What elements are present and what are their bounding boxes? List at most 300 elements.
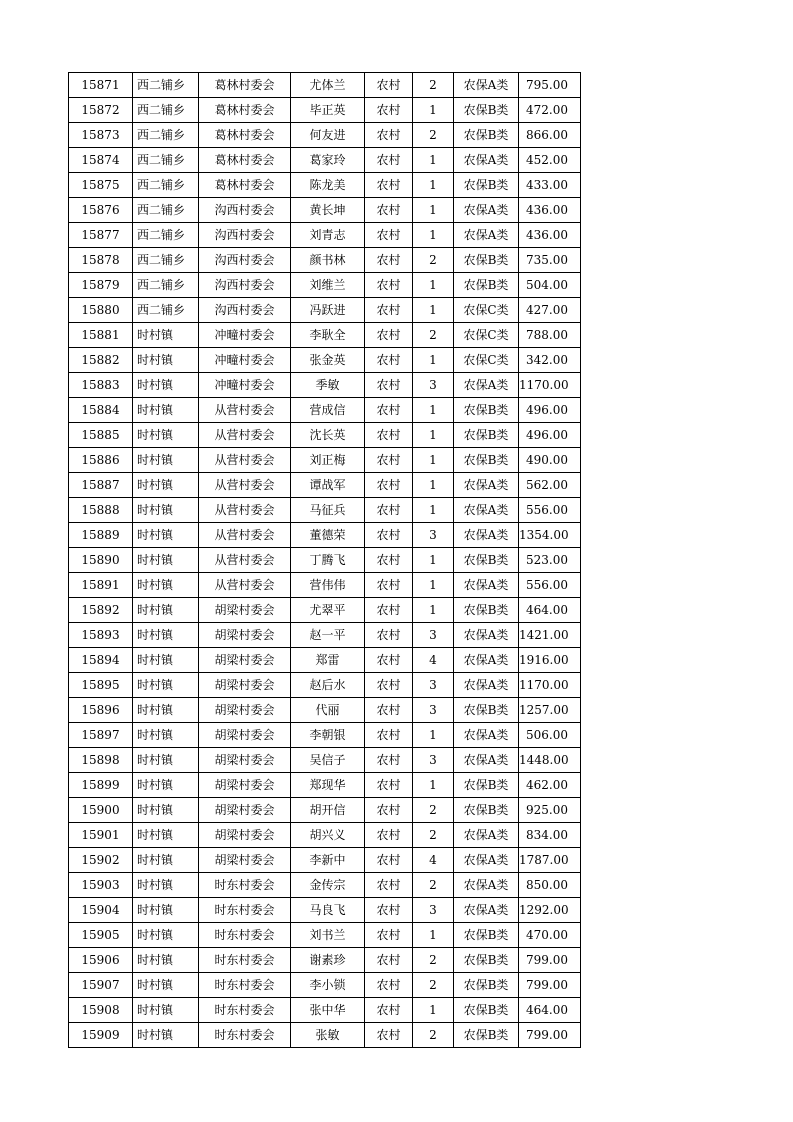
cell-town: 时村镇 (133, 598, 199, 623)
cell-type: 农村 (365, 848, 413, 873)
table-row (69, 923, 581, 948)
cell-amount: 464.00 (519, 998, 581, 1023)
cell-amount: 464.00 (519, 598, 581, 623)
cell-category: 农保A类 (454, 898, 519, 923)
cell-category: 农保A类 (454, 73, 519, 98)
cell-town: 时村镇 (133, 823, 199, 848)
table-row (69, 498, 581, 523)
cell-name: 谢素珍 (291, 948, 365, 973)
cell-amount: 1916.00 (519, 648, 581, 673)
cell-category: 农保B类 (454, 123, 519, 148)
cell-type: 农村 (365, 148, 413, 173)
cell-type: 农村 (365, 173, 413, 198)
cell-village: 从营村委会 (199, 523, 291, 548)
cell-name: 李耿全 (291, 323, 365, 348)
cell-amount: 735.00 (519, 248, 581, 273)
cell-count: 1 (413, 723, 454, 748)
cell-type: 农村 (365, 748, 413, 773)
table-row (69, 448, 581, 473)
cell-amount: 1448.00 (519, 748, 581, 773)
cell-id: 15891 (69, 573, 133, 598)
cell-village: 沟西村委会 (199, 198, 291, 223)
cell-id: 15878 (69, 248, 133, 273)
cell-town: 时村镇 (133, 998, 199, 1023)
cell-count: 2 (413, 248, 454, 273)
cell-id: 15893 (69, 623, 133, 648)
table-row (69, 623, 581, 648)
cell-town: 时村镇 (133, 548, 199, 573)
table-row (69, 773, 581, 798)
cell-type: 农村 (365, 948, 413, 973)
cell-amount: 523.00 (519, 548, 581, 573)
cell-name: 郑雷 (291, 648, 365, 673)
cell-town: 西二铺乡 (133, 98, 199, 123)
cell-category: 农保B类 (454, 98, 519, 123)
cell-name: 陈龙美 (291, 173, 365, 198)
cell-id: 15876 (69, 198, 133, 223)
cell-type: 农村 (365, 498, 413, 523)
table-row (69, 673, 581, 698)
cell-village: 胡梁村委会 (199, 623, 291, 648)
cell-category: 农保C类 (454, 298, 519, 323)
cell-id: 15905 (69, 923, 133, 948)
cell-village: 沟西村委会 (199, 248, 291, 273)
table-row (69, 798, 581, 823)
cell-type: 农村 (365, 923, 413, 948)
cell-category: 农保B类 (454, 798, 519, 823)
cell-name: 胡开信 (291, 798, 365, 823)
cell-name: 何友进 (291, 123, 365, 148)
table-row (69, 373, 581, 398)
cell-id: 15873 (69, 123, 133, 148)
cell-id: 15875 (69, 173, 133, 198)
cell-id: 15906 (69, 948, 133, 973)
cell-village: 胡梁村委会 (199, 648, 291, 673)
cell-town: 时村镇 (133, 948, 199, 973)
cell-name: 张敏 (291, 1023, 365, 1048)
cell-type: 农村 (365, 223, 413, 248)
cell-count: 1 (413, 598, 454, 623)
cell-village: 从营村委会 (199, 448, 291, 473)
cell-amount: 850.00 (519, 873, 581, 898)
cell-amount: 462.00 (519, 773, 581, 798)
cell-name: 李小锁 (291, 973, 365, 998)
cell-village: 葛林村委会 (199, 173, 291, 198)
table-row (69, 398, 581, 423)
table-row (69, 298, 581, 323)
cell-town: 时村镇 (133, 348, 199, 373)
table-row (69, 948, 581, 973)
cell-category: 农保B类 (454, 598, 519, 623)
cell-village: 沟西村委会 (199, 223, 291, 248)
cell-type: 农村 (365, 348, 413, 373)
cell-count: 3 (413, 898, 454, 923)
cell-id: 15872 (69, 98, 133, 123)
cell-type: 农村 (365, 473, 413, 498)
cell-category: 农保B类 (454, 973, 519, 998)
cell-town: 西二铺乡 (133, 198, 199, 223)
cell-name: 刘维兰 (291, 273, 365, 298)
cell-category: 农保A类 (454, 223, 519, 248)
cell-town: 时村镇 (133, 773, 199, 798)
cell-count: 1 (413, 423, 454, 448)
cell-amount: 433.00 (519, 173, 581, 198)
cell-town: 时村镇 (133, 423, 199, 448)
cell-amount: 799.00 (519, 973, 581, 998)
cell-name: 尤体兰 (291, 73, 365, 98)
cell-name: 李朝银 (291, 723, 365, 748)
cell-name: 代丽 (291, 698, 365, 723)
cell-category: 农保A类 (454, 373, 519, 398)
cell-count: 1 (413, 273, 454, 298)
cell-village: 胡梁村委会 (199, 848, 291, 873)
cell-village: 葛林村委会 (199, 123, 291, 148)
cell-type: 农村 (365, 598, 413, 623)
cell-amount: 504.00 (519, 273, 581, 298)
cell-village: 从营村委会 (199, 573, 291, 598)
roster-table (68, 72, 581, 1048)
cell-count: 1 (413, 573, 454, 598)
cell-name: 季敏 (291, 373, 365, 398)
cell-category: 农保A类 (454, 648, 519, 673)
cell-village: 胡梁村委会 (199, 823, 291, 848)
cell-category: 农保A类 (454, 573, 519, 598)
cell-count: 1 (413, 348, 454, 373)
cell-name: 毕正英 (291, 98, 365, 123)
cell-name: 沈长英 (291, 423, 365, 448)
cell-village: 从营村委会 (199, 548, 291, 573)
table-row (69, 698, 581, 723)
cell-id: 15899 (69, 773, 133, 798)
cell-type: 农村 (365, 723, 413, 748)
cell-name: 谭战军 (291, 473, 365, 498)
cell-id: 15886 (69, 448, 133, 473)
cell-amount: 556.00 (519, 498, 581, 523)
cell-amount: 834.00 (519, 823, 581, 848)
cell-type: 农村 (365, 98, 413, 123)
cell-count: 4 (413, 648, 454, 673)
cell-count: 4 (413, 848, 454, 873)
cell-amount: 506.00 (519, 723, 581, 748)
cell-type: 农村 (365, 573, 413, 598)
cell-category: 农保B类 (454, 923, 519, 948)
cell-town: 时村镇 (133, 448, 199, 473)
table-row (69, 148, 581, 173)
cell-amount: 556.00 (519, 573, 581, 598)
cell-count: 2 (413, 798, 454, 823)
cell-name: 董德荣 (291, 523, 365, 548)
cell-name: 马征兵 (291, 498, 365, 523)
table-row (69, 598, 581, 623)
cell-name: 葛家玲 (291, 148, 365, 173)
cell-town: 时村镇 (133, 398, 199, 423)
cell-name: 营成信 (291, 398, 365, 423)
cell-name: 张中华 (291, 998, 365, 1023)
cell-name: 金传宗 (291, 873, 365, 898)
cell-amount: 799.00 (519, 1023, 581, 1048)
cell-category: 农保B类 (454, 398, 519, 423)
table-row (69, 748, 581, 773)
cell-village: 胡梁村委会 (199, 698, 291, 723)
cell-village: 时东村委会 (199, 948, 291, 973)
table-row (69, 248, 581, 273)
cell-town: 西二铺乡 (133, 173, 199, 198)
cell-village: 胡梁村委会 (199, 748, 291, 773)
cell-category: 农保A类 (454, 498, 519, 523)
cell-town: 时村镇 (133, 723, 199, 748)
cell-town: 西二铺乡 (133, 123, 199, 148)
table-row (69, 998, 581, 1023)
table-row (69, 423, 581, 448)
cell-count: 1 (413, 923, 454, 948)
table-row (69, 323, 581, 348)
cell-count: 1 (413, 298, 454, 323)
cell-town: 时村镇 (133, 698, 199, 723)
cell-id: 15894 (69, 648, 133, 673)
cell-amount: 799.00 (519, 948, 581, 973)
cell-village: 葛林村委会 (199, 73, 291, 98)
cell-amount: 427.00 (519, 298, 581, 323)
table-row (69, 573, 581, 598)
cell-name: 吴信子 (291, 748, 365, 773)
cell-id: 15885 (69, 423, 133, 448)
cell-id: 15879 (69, 273, 133, 298)
cell-type: 农村 (365, 698, 413, 723)
cell-amount: 1421.00 (519, 623, 581, 648)
cell-category: 农保B类 (454, 248, 519, 273)
cell-amount: 1354.00 (519, 523, 581, 548)
cell-name: 颜书林 (291, 248, 365, 273)
cell-category: 农保B类 (454, 948, 519, 973)
cell-town: 西二铺乡 (133, 73, 199, 98)
cell-village: 沟西村委会 (199, 298, 291, 323)
cell-village: 从营村委会 (199, 423, 291, 448)
cell-town: 时村镇 (133, 648, 199, 673)
cell-id: 15895 (69, 673, 133, 698)
table-row (69, 848, 581, 873)
cell-village: 胡梁村委会 (199, 773, 291, 798)
cell-id: 15882 (69, 348, 133, 373)
cell-amount: 1170.00 (519, 373, 581, 398)
cell-type: 农村 (365, 298, 413, 323)
cell-category: 农保A类 (454, 673, 519, 698)
cell-village: 时东村委会 (199, 873, 291, 898)
cell-name: 营伟伟 (291, 573, 365, 598)
cell-count: 2 (413, 1023, 454, 1048)
cell-type: 农村 (365, 373, 413, 398)
cell-amount: 436.00 (519, 198, 581, 223)
cell-id: 15896 (69, 698, 133, 723)
cell-count: 3 (413, 673, 454, 698)
table-row (69, 198, 581, 223)
table-row (69, 723, 581, 748)
cell-village: 冲疃村委会 (199, 323, 291, 348)
cell-amount: 866.00 (519, 123, 581, 148)
cell-village: 冲疃村委会 (199, 373, 291, 398)
cell-amount: 1787.00 (519, 848, 581, 873)
table-row (69, 823, 581, 848)
table-row (69, 1023, 581, 1048)
cell-category: 农保A类 (454, 748, 519, 773)
cell-id: 15877 (69, 223, 133, 248)
cell-amount: 1292.00 (519, 898, 581, 923)
cell-count: 1 (413, 998, 454, 1023)
cell-count: 1 (413, 148, 454, 173)
cell-name: 刘书兰 (291, 923, 365, 948)
cell-type: 农村 (365, 273, 413, 298)
cell-town: 西二铺乡 (133, 298, 199, 323)
table-row (69, 98, 581, 123)
cell-amount: 436.00 (519, 223, 581, 248)
cell-amount: 342.00 (519, 348, 581, 373)
cell-type: 农村 (365, 648, 413, 673)
cell-town: 时村镇 (133, 523, 199, 548)
cell-count: 2 (413, 73, 454, 98)
cell-type: 农村 (365, 123, 413, 148)
cell-village: 冲疃村委会 (199, 348, 291, 373)
cell-category: 农保C类 (454, 323, 519, 348)
cell-count: 2 (413, 123, 454, 148)
cell-category: 农保A类 (454, 823, 519, 848)
cell-count: 1 (413, 398, 454, 423)
cell-town: 时村镇 (133, 898, 199, 923)
cell-id: 15902 (69, 848, 133, 873)
cell-category: 农保B类 (454, 448, 519, 473)
cell-category: 农保B类 (454, 1023, 519, 1048)
cell-type: 农村 (365, 323, 413, 348)
cell-town: 时村镇 (133, 798, 199, 823)
cell-id: 15889 (69, 523, 133, 548)
cell-count: 2 (413, 873, 454, 898)
cell-amount: 925.00 (519, 798, 581, 823)
cell-type: 农村 (365, 248, 413, 273)
cell-town: 时村镇 (133, 923, 199, 948)
cell-type: 农村 (365, 398, 413, 423)
cell-category: 农保A类 (454, 873, 519, 898)
cell-category: 农保C类 (454, 348, 519, 373)
cell-town: 时村镇 (133, 623, 199, 648)
cell-village: 时东村委会 (199, 973, 291, 998)
cell-amount: 496.00 (519, 423, 581, 448)
cell-name: 冯跃进 (291, 298, 365, 323)
cell-count: 3 (413, 623, 454, 648)
cell-type: 农村 (365, 773, 413, 798)
cell-category: 农保B类 (454, 173, 519, 198)
cell-type: 农村 (365, 873, 413, 898)
cell-id: 15881 (69, 323, 133, 348)
cell-type: 农村 (365, 798, 413, 823)
table-row (69, 73, 581, 98)
cell-category: 农保A类 (454, 473, 519, 498)
cell-village: 胡梁村委会 (199, 598, 291, 623)
table-row (69, 873, 581, 898)
cell-name: 刘青志 (291, 223, 365, 248)
cell-type: 农村 (365, 73, 413, 98)
cell-name: 丁腾飞 (291, 548, 365, 573)
cell-village: 时东村委会 (199, 998, 291, 1023)
cell-id: 15892 (69, 598, 133, 623)
cell-amount: 795.00 (519, 73, 581, 98)
table-row (69, 973, 581, 998)
cell-id: 15887 (69, 473, 133, 498)
cell-type: 农村 (365, 198, 413, 223)
cell-category: 农保A类 (454, 198, 519, 223)
cell-town: 时村镇 (133, 973, 199, 998)
cell-type: 农村 (365, 423, 413, 448)
cell-id: 15884 (69, 398, 133, 423)
table-row (69, 123, 581, 148)
cell-village: 从营村委会 (199, 398, 291, 423)
cell-name: 赵后水 (291, 673, 365, 698)
cell-town: 时村镇 (133, 673, 199, 698)
cell-id: 15900 (69, 798, 133, 823)
cell-category: 农保B类 (454, 423, 519, 448)
cell-town: 时村镇 (133, 473, 199, 498)
cell-name: 马良飞 (291, 898, 365, 923)
cell-count: 3 (413, 523, 454, 548)
cell-village: 胡梁村委会 (199, 798, 291, 823)
cell-type: 农村 (365, 998, 413, 1023)
cell-count: 1 (413, 448, 454, 473)
cell-village: 时东村委会 (199, 898, 291, 923)
cell-id: 15901 (69, 823, 133, 848)
cell-type: 农村 (365, 823, 413, 848)
table-row (69, 173, 581, 198)
cell-category: 农保A类 (454, 723, 519, 748)
cell-id: 15897 (69, 723, 133, 748)
cell-name: 张金英 (291, 348, 365, 373)
cell-count: 1 (413, 223, 454, 248)
cell-type: 农村 (365, 523, 413, 548)
cell-id: 15904 (69, 898, 133, 923)
cell-name: 黄长坤 (291, 198, 365, 223)
table-row (69, 348, 581, 373)
cell-amount: 490.00 (519, 448, 581, 473)
cell-amount: 470.00 (519, 923, 581, 948)
table-row (69, 523, 581, 548)
cell-id: 15888 (69, 498, 133, 523)
cell-amount: 1170.00 (519, 673, 581, 698)
cell-category: 农保B类 (454, 698, 519, 723)
roster-body (69, 73, 581, 1048)
cell-amount: 452.00 (519, 148, 581, 173)
cell-name: 赵一平 (291, 623, 365, 648)
cell-village: 时东村委会 (199, 1023, 291, 1048)
cell-id: 15903 (69, 873, 133, 898)
cell-town: 西二铺乡 (133, 248, 199, 273)
cell-amount: 472.00 (519, 98, 581, 123)
cell-town: 时村镇 (133, 323, 199, 348)
cell-town: 时村镇 (133, 373, 199, 398)
cell-category: 农保B类 (454, 548, 519, 573)
cell-category: 农保A类 (454, 523, 519, 548)
cell-type: 农村 (365, 898, 413, 923)
cell-type: 农村 (365, 1023, 413, 1048)
cell-id: 15909 (69, 1023, 133, 1048)
cell-count: 1 (413, 473, 454, 498)
cell-name: 郑现华 (291, 773, 365, 798)
cell-village: 时东村委会 (199, 923, 291, 948)
cell-count: 3 (413, 748, 454, 773)
cell-count: 3 (413, 373, 454, 398)
cell-category: 农保A类 (454, 623, 519, 648)
cell-count: 1 (413, 548, 454, 573)
cell-type: 农村 (365, 673, 413, 698)
cell-type: 农村 (365, 548, 413, 573)
cell-count: 2 (413, 948, 454, 973)
cell-id: 15907 (69, 973, 133, 998)
cell-village: 胡梁村委会 (199, 723, 291, 748)
